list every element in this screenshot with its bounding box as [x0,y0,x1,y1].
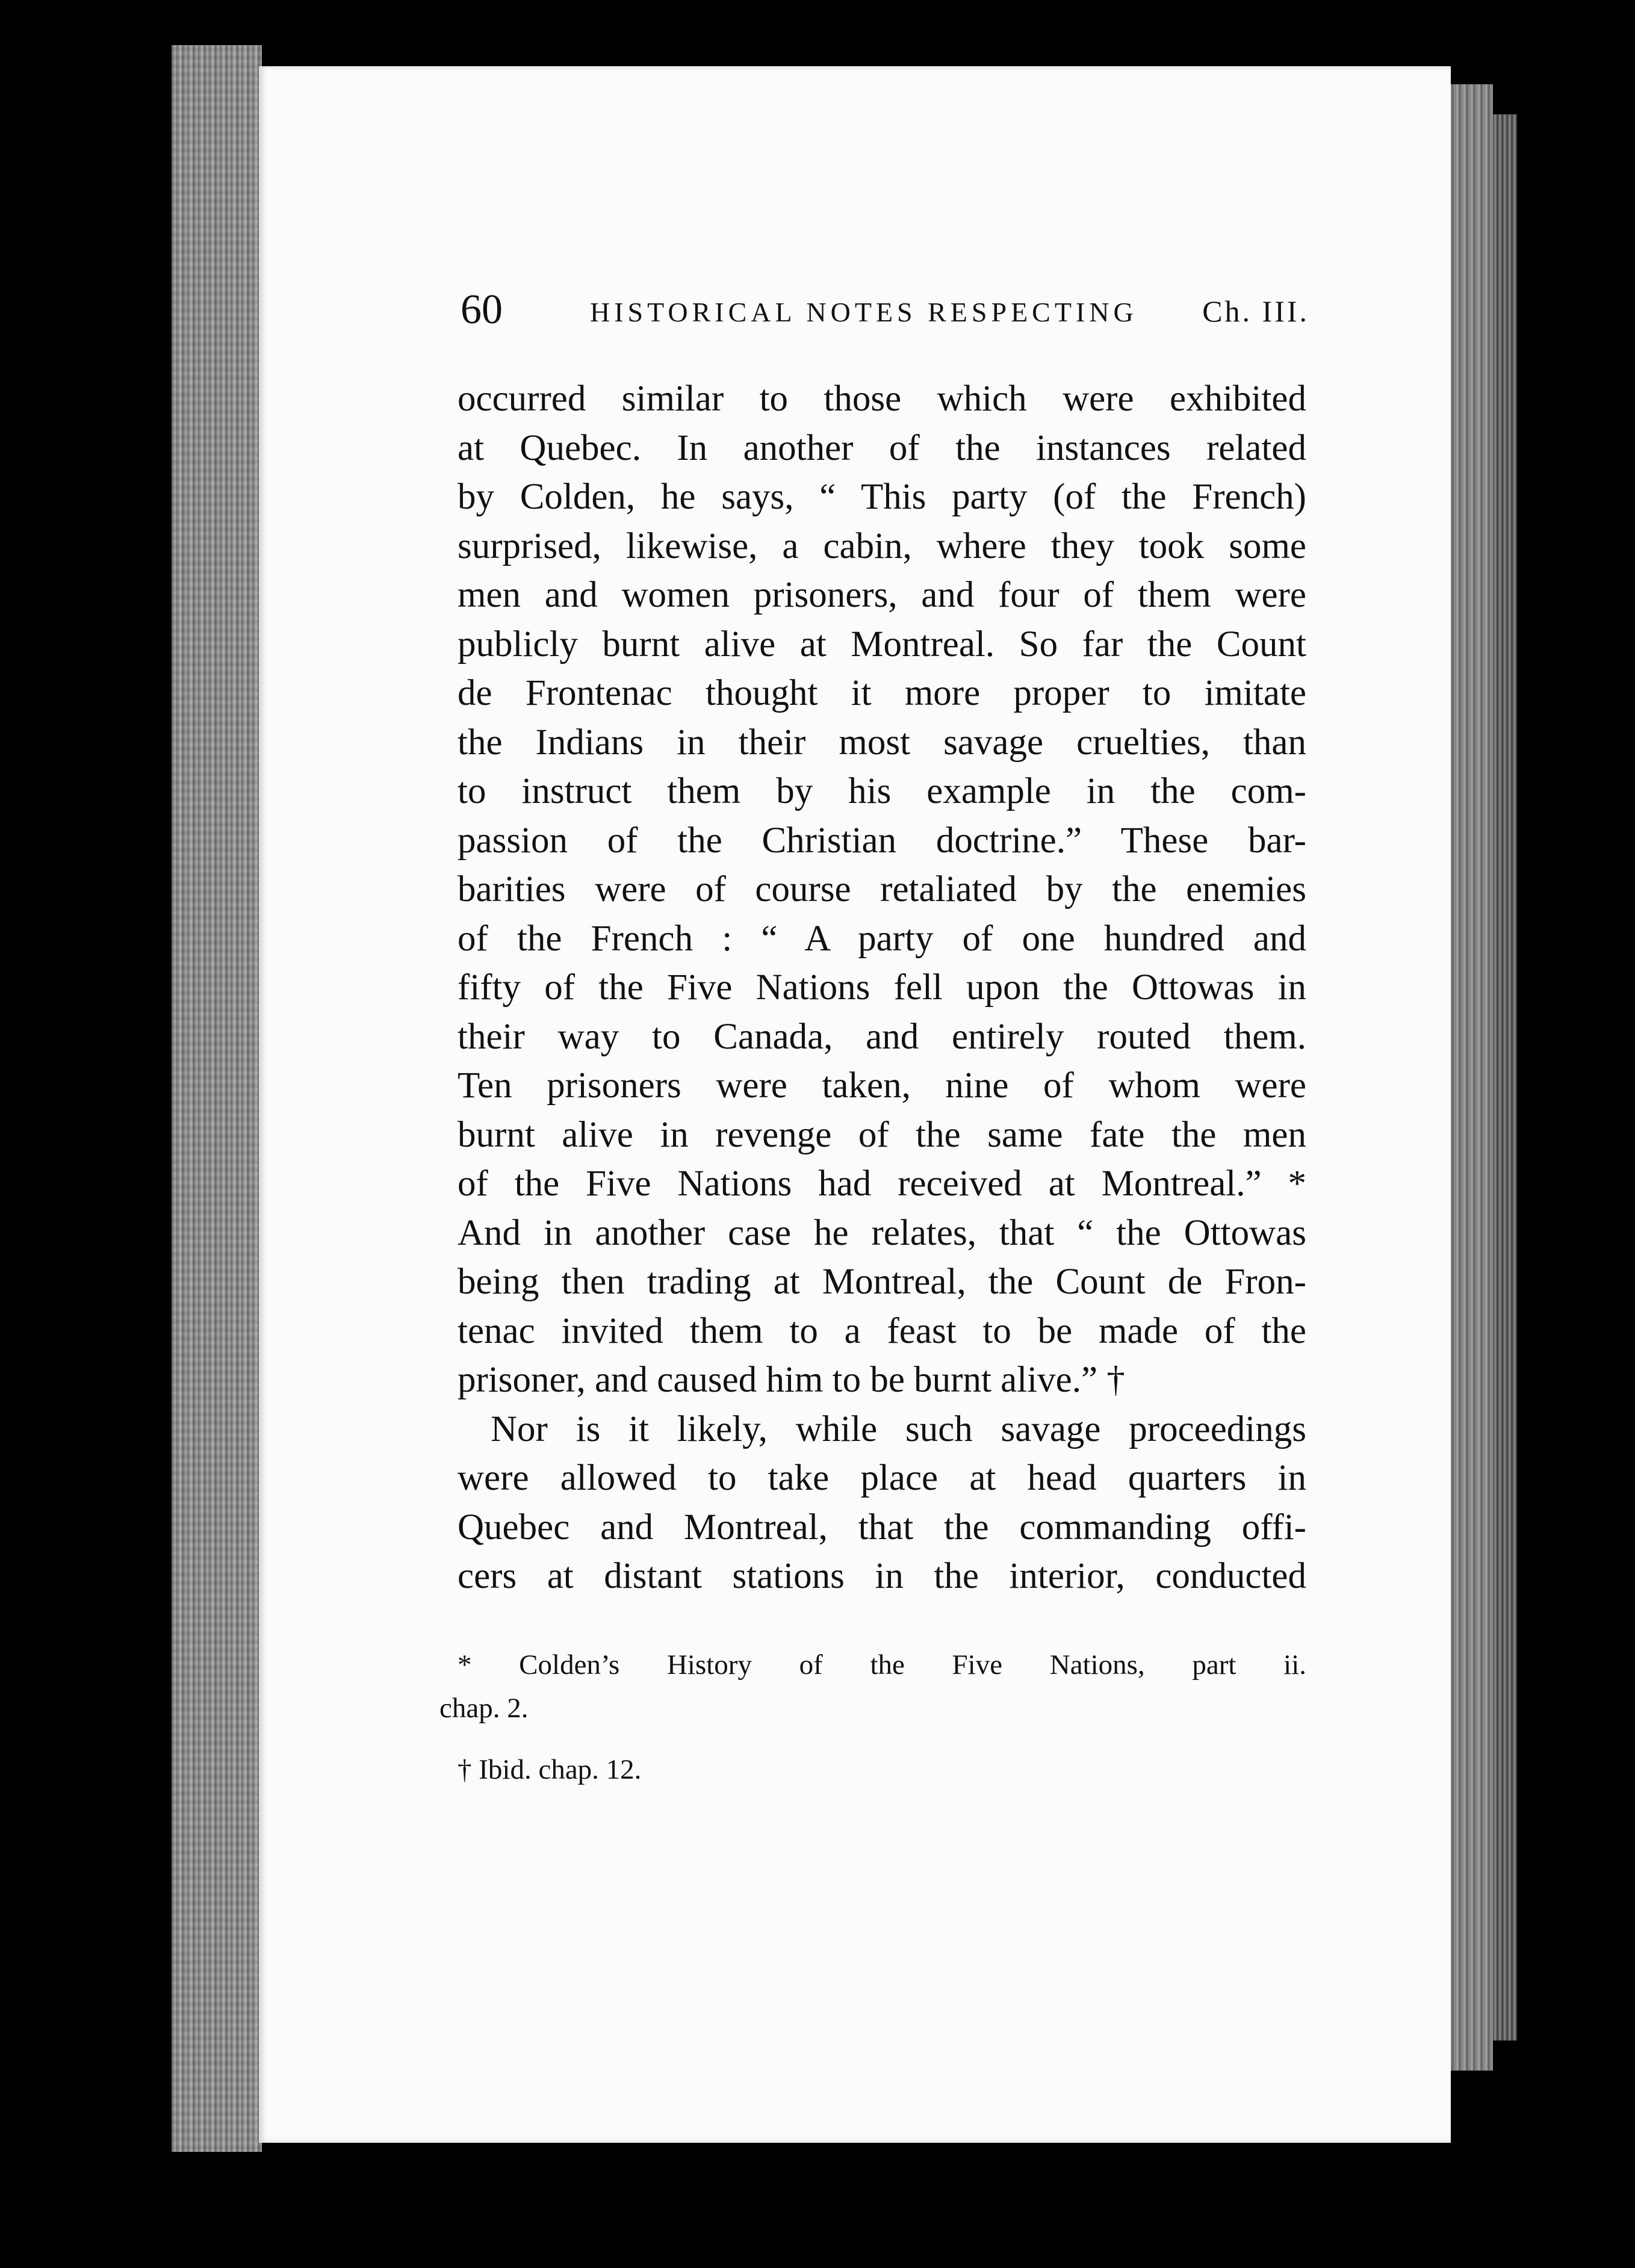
text-line: passion of the Christian doctrine.” These bar- [458,820,1306,861]
text-line: the Indians in their most savage cruelties, than [458,722,1306,763]
body-text [458,374,1306,1601]
text-line: tenac invited them to a feast to be made of the [458,1310,1306,1351]
text-line: were allowed to take place at head quarters in [458,1458,1306,1498]
text-line: Quebec and Montreal, that the commanding offi- [458,1507,1306,1548]
text-line: of the Five Nations had received at Montreal.” * [458,1163,1306,1204]
text-line: their way to Canada, and entirely routed them. [458,1016,1306,1057]
text-line: Ten prisoners were taken, nine of whom were [458,1065,1306,1106]
text-line: of the French : “ A party of one hundred and [458,918,1306,959]
text-line: burnt alive in revenge of the same fate the men [458,1114,1306,1155]
text-line: And in another case he relates, that “ the Ottowas [458,1212,1306,1253]
text-line: at Quebec. In another of the instances related [458,427,1306,468]
text-line: occurred similar to those which were exhibited [458,379,1306,419]
text-line: prisoner, and caused him to be burnt alive.” † [458,1360,1125,1400]
left-page-edges [172,45,262,2152]
text-line: to instruct them by his example in the com- [458,771,1306,811]
text-line: de Frontenac thought it more proper to imitate [458,673,1306,713]
paragraph-start-line: Nor is it likely, while such savage proceedings [491,1408,1306,1449]
text-line: barities were of course retaliated by the enemies [458,869,1306,909]
text-line: fifty of the Five Nations fell upon the Ottowas in [458,967,1306,1008]
page-number: 60 [461,287,503,333]
footnote-1-continuation: chap. 2. [439,1693,529,1724]
right-page-edges [1448,84,1493,2071]
footnote-1: * Colden’s History of the Five Nations, part ii. [458,1649,1306,1681]
right-binding-shadow [1493,114,1517,2040]
text-line: cers at distant stations in the interior, conducted [458,1556,1306,1596]
running-head [461,286,1309,334]
text-line: being then trading at Montreal, the Count de Fron- [458,1262,1306,1302]
footnote-2: † Ibid. chap. 12. [458,1754,642,1785]
text-line: publicly burnt alive at Montreal. So far the Count [458,624,1306,665]
running-title: HISTORICAL NOTES RESPECTING [590,297,1138,327]
text-line: by Colden, he says, “ This party (of the French) [458,477,1306,517]
chapter-reference: Ch. III. [1202,294,1309,328]
text-line: men and women prisoners, and four of them were [458,575,1306,615]
text-line: surprised, likewise, a cabin, where they took some [458,525,1306,566]
footnotes [439,1643,1306,1791]
book-page [259,66,1451,2143]
